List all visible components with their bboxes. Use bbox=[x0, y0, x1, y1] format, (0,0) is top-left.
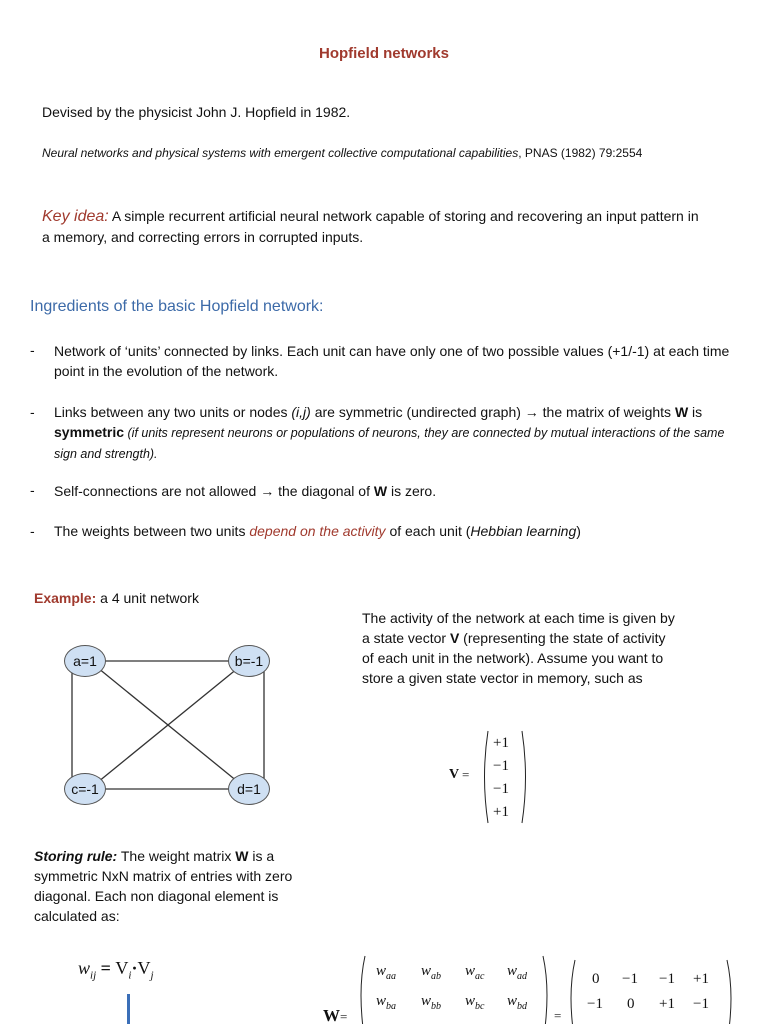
storing-formula bbox=[78, 958, 154, 982]
bullet-4-activity: depend on the activity bbox=[249, 523, 386, 539]
key-idea-label: Key idea: bbox=[42, 208, 109, 225]
node-c: c=-1 bbox=[64, 773, 106, 805]
state-text-V: V bbox=[449, 630, 460, 646]
formula-v2-sub: j bbox=[150, 969, 154, 982]
bullet-4-hebbian: Hebbian learning bbox=[470, 523, 577, 539]
bullet-2-text-a: Links between any two units or nodes bbox=[54, 404, 292, 420]
formula-eq: = bbox=[96, 958, 116, 978]
bullet-4-text-b: of each unit ( bbox=[385, 523, 471, 539]
state-text-b: (representing the state of activity of each unit in the network). Assume you want to store a given state vector in memory, such as bbox=[362, 630, 666, 686]
node-a: a=1 bbox=[64, 645, 106, 677]
state-description bbox=[362, 608, 677, 688]
formula-v1-sub: i bbox=[128, 969, 132, 982]
matrix-name bbox=[323, 1006, 347, 1026]
matrix-value: −1 bbox=[659, 971, 675, 987]
matrix-cell: $w_{ac}$ bbox=[465, 963, 485, 982]
page-title: Hopfield networks bbox=[318, 45, 449, 62]
matrix-cell: $w_{aa}$ bbox=[376, 963, 397, 982]
storing-text-a: The weight matrix bbox=[117, 848, 236, 864]
formula-dot: · bbox=[131, 958, 138, 978]
matrix-eq2: = bbox=[554, 1008, 562, 1023]
vector-value: −1 bbox=[493, 758, 509, 774]
state-text-a: The activity of the network at each time is given by a state vector bbox=[362, 610, 675, 646]
bullet-2-text-b: are symmetric (undirected graph) → the matrix of weights bbox=[310, 404, 675, 420]
vector-value: +1 bbox=[493, 735, 509, 751]
matrix-value: +1 bbox=[659, 996, 675, 1012]
example-text: a 4 unit network bbox=[96, 590, 199, 606]
formula-w-sub: ij bbox=[90, 969, 97, 982]
formula-v2: V bbox=[137, 958, 151, 978]
bullet-4-text-c: ) bbox=[576, 523, 581, 539]
formula-w: w bbox=[78, 958, 91, 978]
vector-value: −1 bbox=[493, 781, 509, 797]
bullet-dash: - bbox=[30, 342, 35, 358]
matrix-cell: $w_{bd}$ bbox=[507, 993, 528, 1012]
matrix-value: −1 bbox=[587, 996, 603, 1012]
bullet-2-note: (if units represent neurons or populations of neurons, they are connected by mutual interactions of the same sign and strength). bbox=[54, 426, 725, 461]
text-cursor bbox=[127, 994, 130, 1024]
matrix-cell: $w_{bb}$ bbox=[421, 993, 442, 1012]
matrix-cell: $w_{ba}$ bbox=[376, 993, 397, 1012]
bullet-dash: - bbox=[30, 523, 35, 539]
storing-rule-label: Storing rule: bbox=[34, 848, 118, 864]
vector-name: V bbox=[449, 767, 460, 782]
bullet-3-text-a: Self-connections are not allowed → the diagonal of bbox=[54, 483, 374, 499]
reference-source: , PNAS (1982) 79:2554 bbox=[518, 146, 643, 160]
matrix-value: −1 bbox=[622, 971, 638, 987]
bullet-2-W: W bbox=[674, 404, 689, 420]
bullet-dash: - bbox=[30, 404, 35, 420]
bullet-3-W: W bbox=[373, 483, 388, 499]
matrix-W: W bbox=[323, 1006, 340, 1025]
node-d: d=1 bbox=[228, 773, 270, 805]
vector-eq: = bbox=[462, 767, 470, 782]
storing-rule bbox=[34, 846, 334, 926]
key-idea-text: A simple recurrent artificial neural network capable of storing and recovering an input pattern in a memory, and correcting errors in corrupted inputs. bbox=[42, 208, 699, 245]
intro-text: Devised by the physicist John J. Hopfield in 1982. bbox=[42, 104, 351, 120]
matrix-cell: $w_{bc}$ bbox=[465, 993, 485, 1012]
matrix-cell: $w_{ab}$ bbox=[421, 963, 442, 982]
storing-text-b: is a symmetric NxN matrix of entries with zero diagonal. Each non diagonal element is calculated as: bbox=[34, 848, 293, 924]
storing-W: W bbox=[235, 848, 249, 864]
matrix-value: −1 bbox=[693, 996, 709, 1012]
bullet-2-ij: (i,j) bbox=[291, 404, 311, 420]
bullet-3-text-b: is zero. bbox=[387, 483, 437, 499]
vector-value: +1 bbox=[493, 804, 509, 820]
matrix-eq: = bbox=[340, 1009, 348, 1024]
bullet-2-is: is bbox=[688, 404, 703, 420]
node-b: b=-1 bbox=[228, 645, 270, 677]
ingredients-heading: Ingredients of the basic Hopfield network: bbox=[30, 298, 324, 315]
bullet-4-text-a: The weights between two units bbox=[54, 523, 250, 539]
reference-title: Neural networks and physical systems with emergent collective computational capabilities bbox=[42, 146, 519, 160]
bullet-dash: - bbox=[30, 482, 35, 498]
matrix-cell: $w_{ad}$ bbox=[507, 963, 528, 982]
matrix-value: 0 bbox=[627, 996, 635, 1012]
bullet-2-symmetric: symmetric bbox=[54, 424, 125, 440]
bullet-1: Network of ‘units’ connected by links. Each unit can have only one of two possible values (+1/-1) at each time point in the evolution of the network. bbox=[54, 343, 730, 379]
formula-v1: V bbox=[115, 958, 129, 978]
matrix-value: 0 bbox=[592, 971, 600, 987]
matrix-value: +1 bbox=[693, 971, 709, 987]
example-label: Example: bbox=[34, 590, 97, 606]
